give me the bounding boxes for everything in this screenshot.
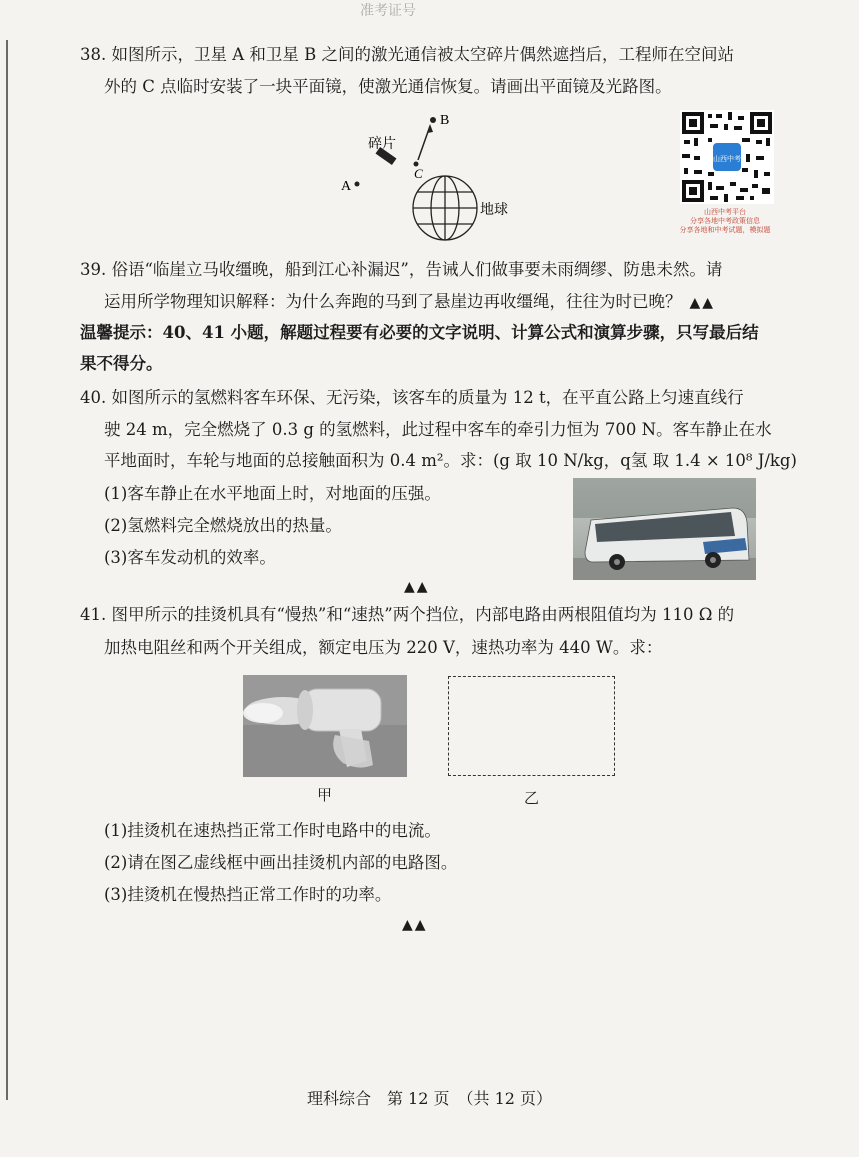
satellite-a-label: A <box>341 179 352 194</box>
q41-sub3: (3)挂烫机在慢热挡正常工作时的功率。 <box>104 885 392 904</box>
earth-globe-icon <box>413 176 477 240</box>
q39-line1: 39. 俗语“临崖立马收缰晚，船到江心补漏迟”，告诫人们做事要未雨绸缪、防患未然。请 <box>80 260 723 279</box>
satellite-a-dot <box>355 182 360 187</box>
earth-label: 地球 <box>480 202 508 218</box>
hydrogen-bus-photo <box>573 478 756 580</box>
q41-line1: 41. 图甲所示的挂烫机具有“慢热”和“速热”两个挡位，内部电路由两根阻值均为 110 Ω 的 <box>80 605 735 624</box>
satellite-b-label: B <box>440 113 450 128</box>
q38-figure <box>330 108 530 258</box>
garment-steamer-photo <box>243 675 407 777</box>
q41-marks: ▲▲ <box>402 917 428 933</box>
q40-sub2: (2)氢燃料完全燃烧放出的热量。 <box>104 516 342 535</box>
scan-border <box>6 40 8 1100</box>
q39-line2: 运用所学物理知识解释：为什么奔跑的马到了悬崖边再收缰绳，往往为时已晚？ ▲▲ <box>104 292 716 311</box>
q38-line2: 外的 C 点临时安装了一块平面镜，使激光通信恢复。请画出平面镜及光路图。 <box>104 77 672 96</box>
page-footer: 理科综合 第 12 页 （共 12 页） <box>306 1089 553 1108</box>
tip-line2: 果不得分。 <box>80 354 163 373</box>
q40-sub1: (1)客车静止在水平地面上时，对地面的压强。 <box>104 484 441 503</box>
satellite-b-dot <box>430 117 436 123</box>
q40-marks: ▲▲ <box>404 579 430 595</box>
qr-code-icon <box>680 110 774 204</box>
point-c-label: C <box>414 166 423 181</box>
q41-sub2: (2)请在图乙虚线框中画出挂烫机内部的电路图。 <box>104 853 458 872</box>
header-faint-text: 准考证号 <box>360 3 416 19</box>
debris-label: 碎片 <box>368 136 396 152</box>
q40-line2: 驶 24 m，完全燃烧了 0.3 g 的氢燃料，此过程中客车的牵引力恒为 700 N。客车静止在水 <box>104 420 772 439</box>
qr-caption: 山西中考平台 分享各地中考政策信息 分享各地和中考试题，模拟题 <box>679 208 771 234</box>
q41-line2: 加热电阻丝和两个开关组成，额定电压为 220 V，速热功率为 440 W。求： <box>104 638 663 657</box>
circuit-drawing-box <box>448 676 615 776</box>
q40-sub3: (3)客车发动机的效率。 <box>104 548 276 567</box>
figure-b-caption: 乙 <box>524 789 540 807</box>
laser-arrowhead <box>427 124 433 133</box>
q38-line1: 38. 如图所示，卫星 A 和卫星 B 之间的激光通信被太空碎片偶然遮挡后，工程师在空间站 <box>80 45 735 64</box>
figure-a-caption: 甲 <box>317 786 333 804</box>
tip-line1: 温馨提示：40、41 小题，解题过程要有必要的文字说明、计算公式和演算步骤，只写最后结 <box>80 323 759 342</box>
q41-sub1: (1)挂烫机在速热挡正常工作时电路中的电流。 <box>104 821 441 840</box>
q40-line1: 40. 如图所示的氢燃料客车环保、无污染，该客车的质量为 12 t，在平直公路上匀速直线行 <box>80 388 744 407</box>
qr-center-label: 山西中考 <box>713 155 741 163</box>
q40-line3: 平地面时，车轮与地面的总接触面积为 0.4 m²。求：(g 取 10 N/kg，q氢 取 1.4 × 10⁸ J/kg) <box>104 451 797 470</box>
